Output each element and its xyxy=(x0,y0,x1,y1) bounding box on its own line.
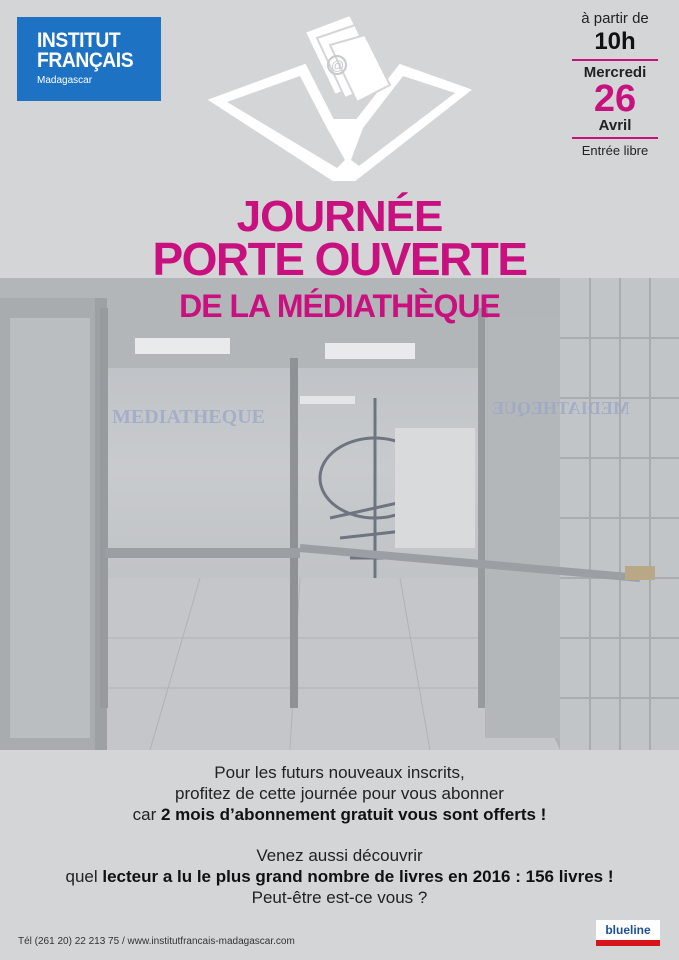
p2-line-3: Peut-être est-ce vous ? xyxy=(251,888,428,907)
title-line-1: JOURNÉE xyxy=(236,192,443,241)
p1-line-3-pre: car xyxy=(132,805,161,824)
event-weekday: Mercredi xyxy=(583,64,647,81)
door-sign-right: MEDIATHEQUE xyxy=(492,398,630,418)
event-day-number: 26 xyxy=(593,78,637,120)
p2-line-1: Venez aussi découvrir xyxy=(256,846,423,865)
entrance-illustration xyxy=(0,278,679,750)
divider xyxy=(572,137,658,139)
title-line-2: PORTE OUVERTE xyxy=(152,233,527,285)
p2-line-2-bold: lecteur a lu le plus grand nombre de livres en 2016 : 156 livres ! xyxy=(102,867,614,886)
svg-text:@: @ xyxy=(331,58,345,73)
door-sign-left: MEDIATHEQUE xyxy=(112,406,265,428)
mediatheque-entrance-photo xyxy=(0,278,679,750)
title-line-3: DE LA MÉDIATHÈQUE xyxy=(179,288,500,324)
p1-line-3 xyxy=(0,804,679,825)
p2-line-2-pre: quel xyxy=(65,867,103,886)
logo-line-1: INSTITUT xyxy=(37,29,121,52)
footer-contact[interactable]: Tél (261 20) 22 213 75 / www.institutfrancais-madagascar.com xyxy=(18,936,295,947)
subscription-paragraph xyxy=(0,762,679,825)
blueline-logo xyxy=(596,920,660,946)
date-box xyxy=(570,10,660,158)
event-month: Avril xyxy=(598,117,632,134)
from-label: à partir de xyxy=(581,10,649,27)
open-book-icon xyxy=(205,10,475,190)
p2-line-2 xyxy=(0,866,679,887)
logo-line-3: Madagascar xyxy=(37,75,93,86)
blueline-label: blueline xyxy=(605,923,651,937)
logo-line-2: FRANÇAIS xyxy=(37,49,134,72)
divider xyxy=(572,59,658,61)
p1-line-3-bold: 2 mois d’abonnement gratuit vous sont offerts ! xyxy=(160,805,547,824)
institut-francais-logo[interactable] xyxy=(17,17,161,101)
entry-note: Entrée libre xyxy=(581,143,649,158)
p1-line-2: profitez de cette journée pour vous abonner xyxy=(175,784,504,803)
reader-paragraph xyxy=(0,845,679,908)
event-hour: 10h xyxy=(594,28,636,55)
p1-line-1: Pour les futurs nouveaux inscrits, xyxy=(214,763,465,782)
